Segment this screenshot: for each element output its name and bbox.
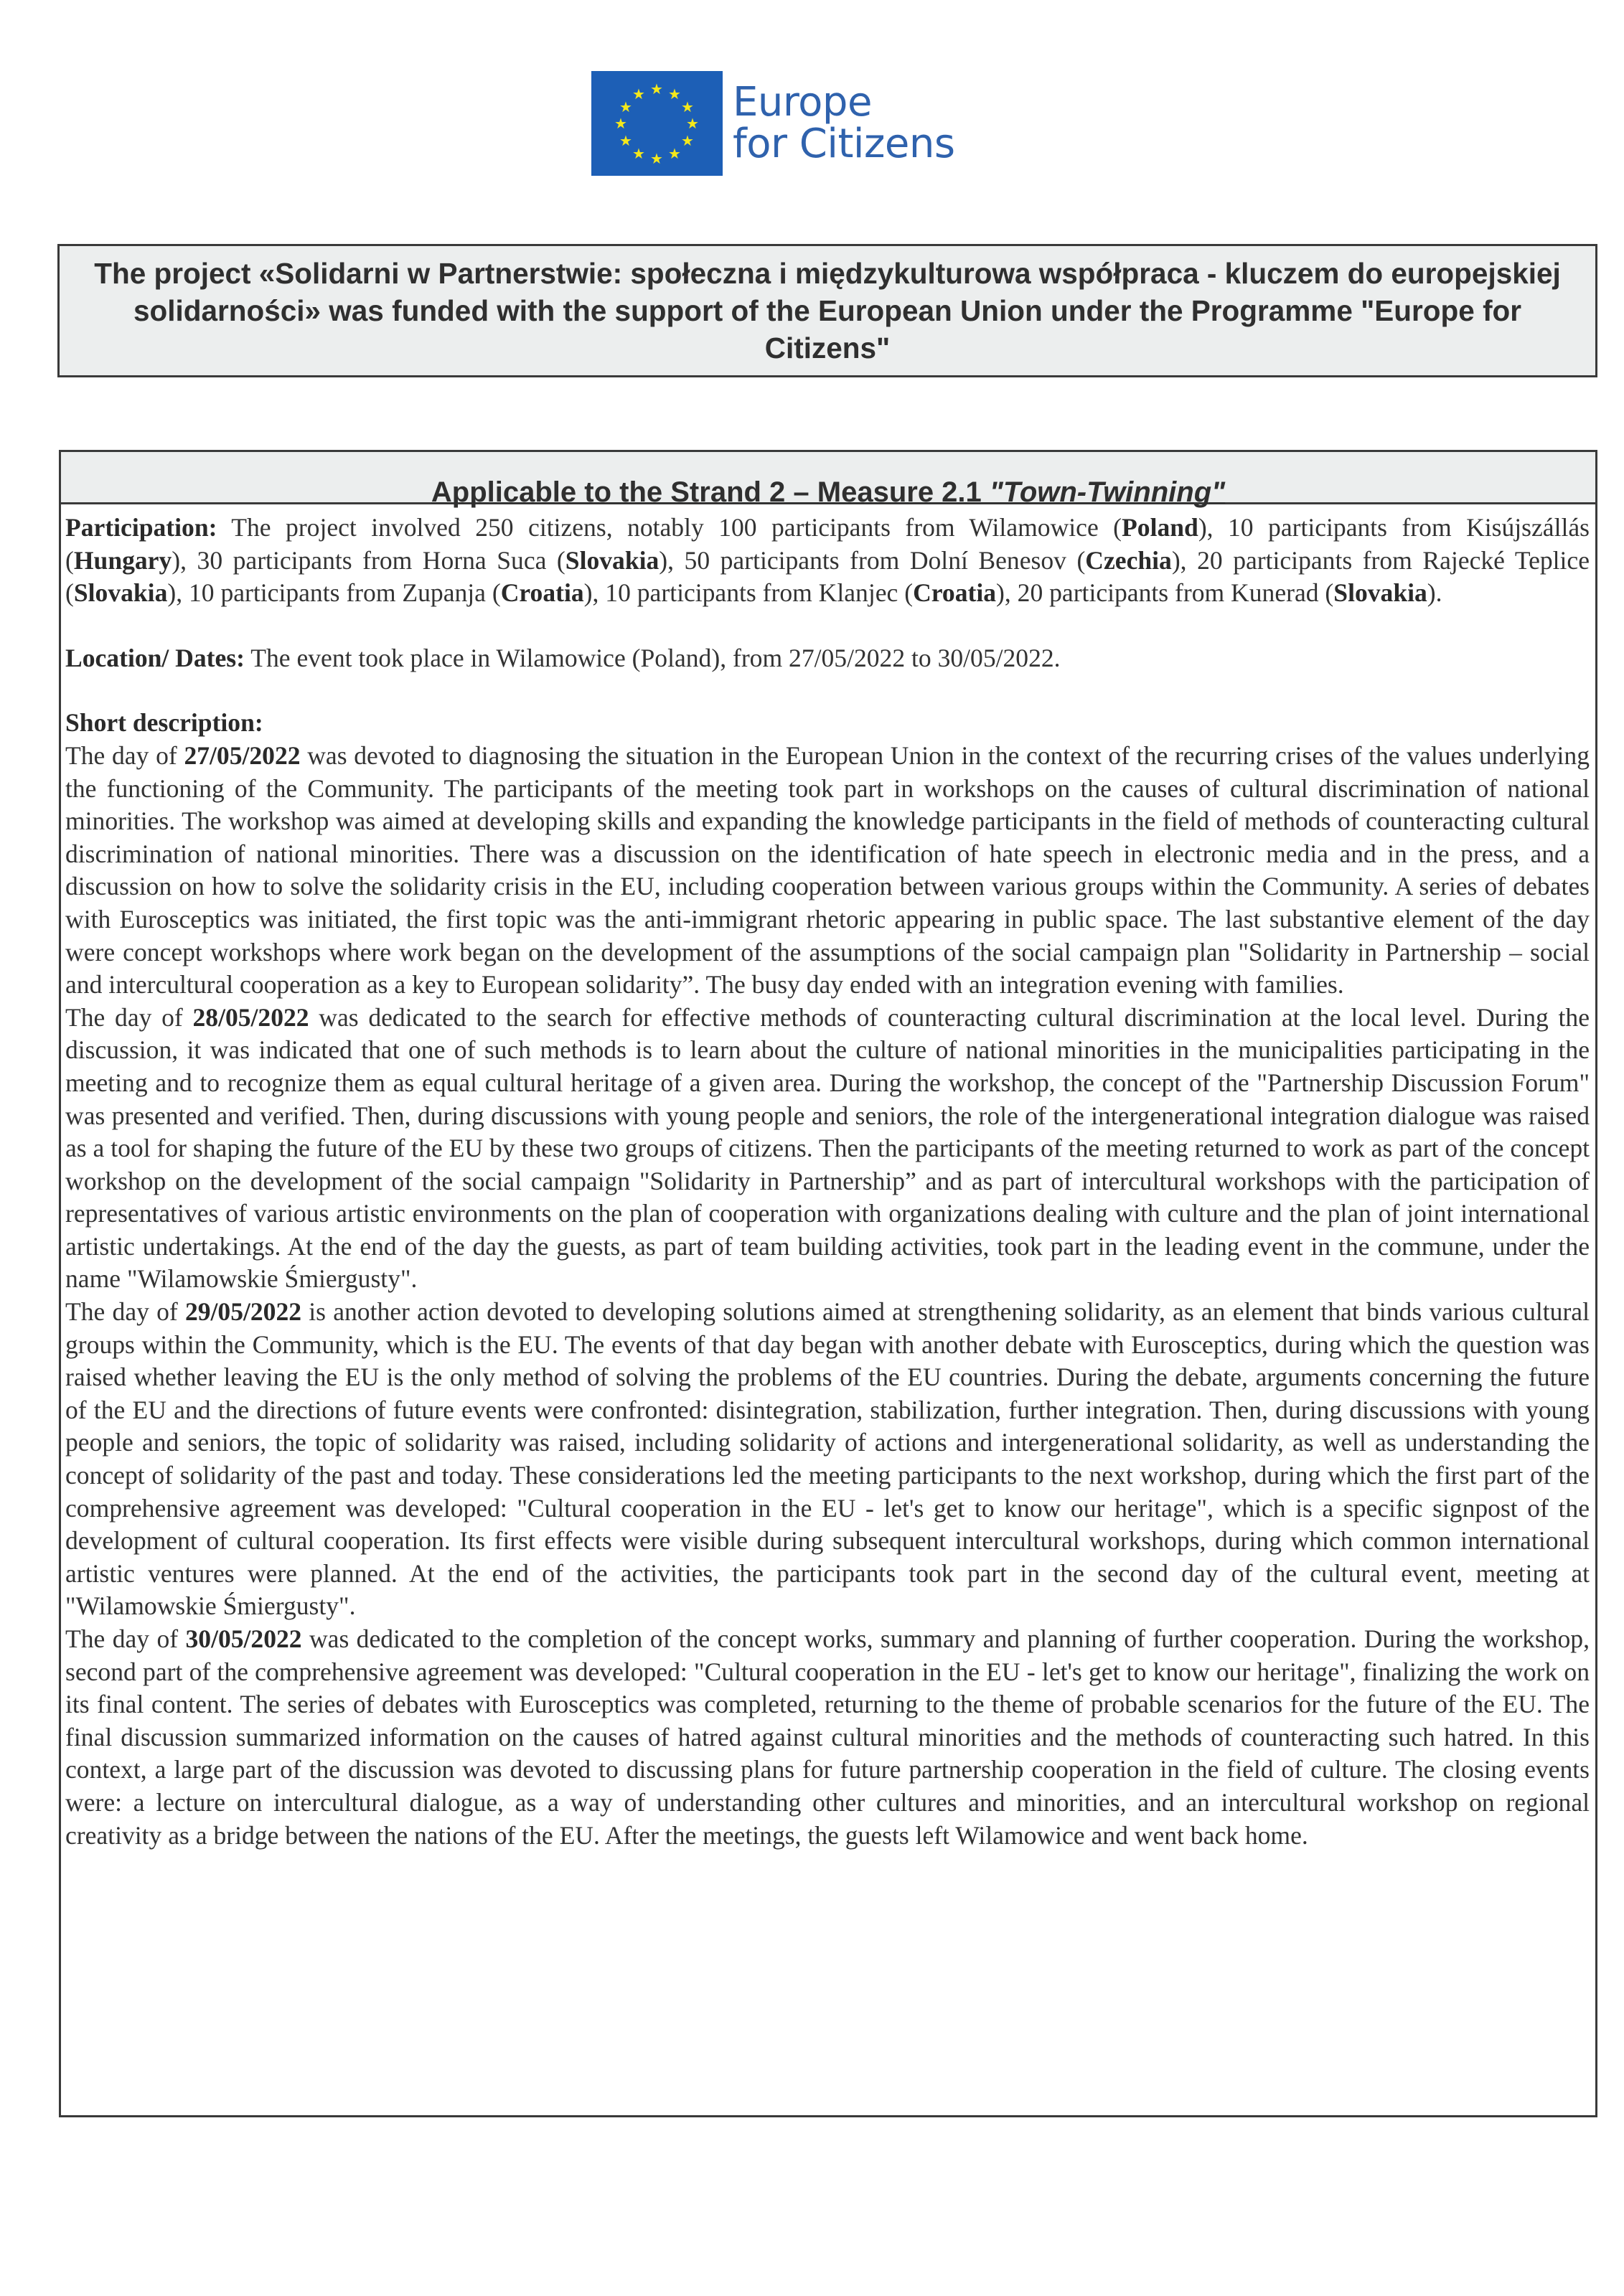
strand-title-text: Applicable to the Strand 2 – Measure 2.1 [431, 476, 990, 508]
project-summary-box [59, 450, 1597, 2117]
country: Poland [1122, 513, 1198, 542]
day-paragraph-3 [65, 1296, 1590, 1623]
day-paragraph-2 [65, 1002, 1590, 1296]
short-description-heading: Short description: [65, 708, 263, 738]
day-date: 28/05/2022 [192, 1002, 309, 1032]
logo-wordmark [733, 79, 955, 167]
location-paragraph [65, 642, 1590, 675]
participation-text: ), 50 participants from Dolní Benesov ( [659, 545, 1086, 575]
day-prefix: The day of [65, 1002, 193, 1032]
day-prefix: The day of [65, 1297, 185, 1327]
country: Hungary [73, 545, 172, 575]
country: Czechia [1085, 545, 1172, 575]
europe-for-citizens-logo [591, 71, 1008, 176]
country: Croatia [913, 578, 997, 608]
day-text: was dedicated to the completion of the concept works, summary and planning of further cooperation. During the workshop, second part of the comprehensive agreement was developed: "Cultural cooperation in the EU - let's get to know our heritage", finalizing the work on its final content. The series of debates with Eurosceptics was completed, returning to the theme of probable scenarios for the future of the EU. The final discussion summarized information on the causes of hatred against cultural minorities and the methods of counteracting such hatred. In this context, a large part of the discussion was devoted to discussing plans for future partnership cooperation in the field of culture. The closing events were: a lecture on intercultural dialogue, as a way of understanding other cultures and minorities, and an intercultural workshop on regional creativity as a bridge between the nations of the EU. After the meetings, the guests left Wilamowice and went back home. [65, 1624, 1590, 1850]
participation-text: ), 10 participants from Klanjec ( [583, 578, 914, 608]
location-text: The event took place in Wilamowice (Poland), from 27/05/2022 to 30/05/2022. [245, 643, 1061, 672]
country: Slovakia [565, 545, 660, 575]
day-text: is another action devoted to developing solutions aimed at strengthening solidarity, as an element that binds various cultural groups within the Community, which is the EU. The events of that day began with another debate with Eurosceptics, during which the question was raised whether leaving the EU is the only method of solving the problems of the EU countries. During the debate, arguments concerning the future of the EU and the directions of future events were confronted: disintegration, stabilization, further integration. Then, during discussions with young people and seniors, the topic of solidarity was raised, including solidarity of actions and intergenerational solidarity, as well as understanding the concept of solidarity of the past and today. These considerations led the meeting participants to the next workshop, during which the first part of the comprehensive agreement was developed: "Cultural cooperation in the EU - let's get to know our heritage", which is a specific signpost of the development of cultural cooperation. Its first effects were visible during subsequent intercultural workshops, during which common international artistic ventures were planned. At the end of the activities, the participants took part in the second day of the cultural event, meeting at "Wilamowskie Śmiergusty". [65, 1297, 1590, 1621]
day-paragraph-4 [65, 1623, 1590, 1852]
summary-content [61, 504, 1595, 1852]
participation-text: ), 10 participants from Kisújszállás ( [65, 513, 1590, 575]
strand-title-measure-name: "Town-Twinning" [989, 476, 1226, 508]
day-prefix: The day of [65, 1624, 186, 1653]
funding-notice-box [57, 244, 1597, 377]
country: Slovakia [73, 578, 168, 608]
funding-notice-text: The project «Solidarni w Partnerstwie: społeczna i międzykulturowa współpraca - kluczem do europejskiej solidarności» was funded with the support of the European Union under the Programme "Europe for Citizens" [94, 257, 1561, 364]
participation-text: The project involved 250 citizens, notably 100 participants from Wilamowice ( [217, 513, 1122, 542]
participation-text: ). [1427, 578, 1442, 608]
day-paragraph-1 [65, 740, 1590, 1002]
participation-label: Participation: [65, 513, 217, 542]
logo-line-1: Europe [733, 79, 872, 126]
country: Slovakia [1333, 578, 1427, 608]
strand-header [61, 452, 1595, 508]
day-date: 30/05/2022 [185, 1624, 302, 1653]
location-label: Location/ Dates: [65, 643, 245, 672]
short-description-label [65, 707, 1590, 740]
day-prefix: The day of [65, 740, 184, 770]
day-text: was devoted to diagnosing the situation in the European Union in the context of the recurring crises of the values underlying the functioning of the Community. The participants of the meeting took part in workshops on the causes of cultural discrimination of national minorities. The workshop was aimed at developing skills and expanding the knowledge participants in the field of methods of counteracting cultural discrimination of national minorities. There was a discussion on the identification of hate speech in electronic media and in the press, and a discussion on how to solve the solidarity crisis in the EU, including cooperation between various groups within the Community. A series of debates with Eurosceptics was initiated, the first topic was the anti-immigrant rhetoric appearing in public space. The last substantive element of the day were concept workshops where work began on the development of the assumptions of the social campaign plan "Solidarity in Partnership – social and intercultural cooperation as a key to European solidarity”. The busy day ended with an integration evening with families. [65, 740, 1590, 999]
spacer [65, 610, 1590, 642]
day-date: 29/05/2022 [184, 1297, 302, 1327]
spacer [65, 674, 1590, 707]
day-date: 27/05/2022 [184, 740, 301, 770]
participation-text: ), 10 participants from Zupanja ( [167, 578, 501, 608]
strand-title [431, 476, 1225, 508]
eu-flag-icon: ★ ★ ★ ★ ★ ★ ★ ★ ★ ★ ★ ★ [591, 71, 723, 176]
participation-text: ), 20 participants from Rajecké Teplice ( [65, 545, 1590, 608]
participation-text: ), 20 participants from Kunerad ( [996, 578, 1334, 608]
logo-line-2: for Citizens [733, 121, 955, 167]
day-text: was dedicated to the search for effective methods of counteracting cultural discrimination at the local level. During the discussion, it was indicated that one of such methods is to learn about the culture of national minorities in the municipalities participating in the meeting and to recognize them as equal cultural heritage of a given area. During the workshop, the concept of the "Partnership Discussion Forum" was presented and verified. Then, during discussions with young people and seniors, the role of the intergenerational integration dialogue was raised as a tool for shaping the future of the EU by these two groups of citizens. Then the participants of the meeting returned to work as part of the concept workshop on the development of the social campaign "Solidarity in Partnership” and as part of intercultural workshops with the participation of representatives of various artistic environments on the plan of cooperation with organizations dealing with culture and the plan of joint international artistic undertakings. At the end of the day the guests, as part of team building activities, took part in the leading event in the commune, under the name "Wilamowskie Śmiergusty". [65, 1002, 1590, 1294]
country: Croatia [500, 578, 584, 608]
participation-paragraph [65, 512, 1590, 610]
participation-text: ), 30 participants from Horna Suca ( [172, 545, 565, 575]
